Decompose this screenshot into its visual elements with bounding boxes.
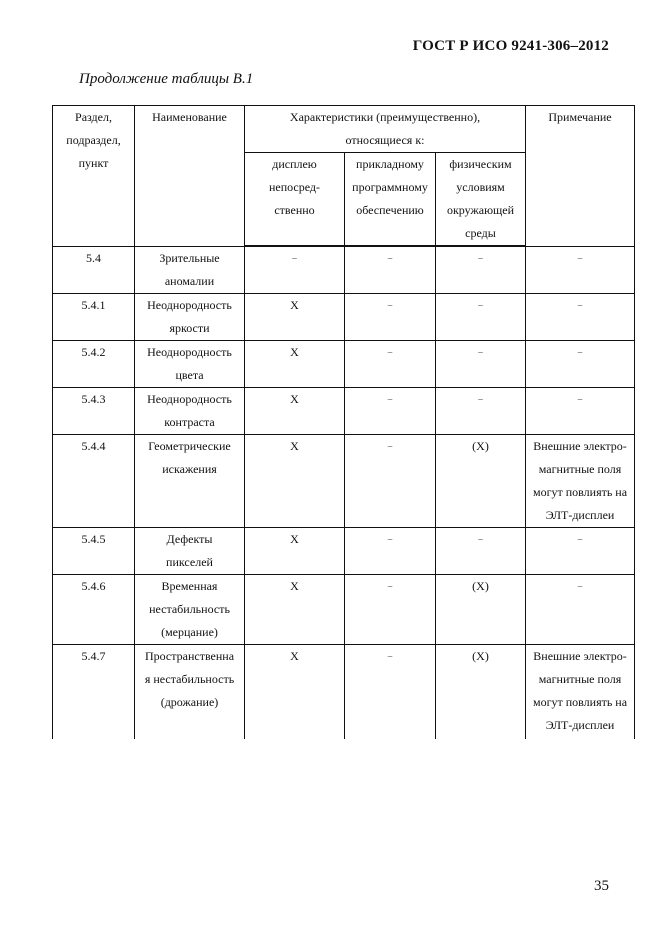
cell-environment: (X) — [436, 434, 526, 527]
cell-section: 5.4.2 — [53, 340, 135, 387]
table-row — [53, 293, 635, 340]
cell-display: X — [245, 340, 345, 387]
table-row — [53, 340, 635, 387]
cell-note: – — [526, 387, 635, 434]
cell-note: – — [526, 293, 635, 340]
cell-name: Неоднородность яркости — [135, 293, 245, 340]
cell-environment: (X) — [436, 644, 526, 739]
cell-name: Пространственна я нестабильность (дрожание) — [135, 644, 245, 739]
header-note: Примечание — [526, 106, 635, 247]
header-section: Раздел, подраздел, пункт — [53, 106, 135, 247]
cell-display: X — [245, 574, 345, 644]
cell-name: Геометрические искажения — [135, 434, 245, 527]
cell-note: – — [526, 246, 635, 293]
table-row — [53, 574, 635, 644]
cell-section: 5.4.3 — [53, 387, 135, 434]
cell-software: – — [345, 246, 436, 293]
cell-name: Дефекты пикселей — [135, 527, 245, 574]
cell-name: Зрительные аномалии — [135, 246, 245, 293]
cell-name: Неоднородность контраста — [135, 387, 245, 434]
header-name: Наименование — [135, 106, 245, 247]
cell-display: X — [245, 434, 345, 527]
cell-note: – — [526, 574, 635, 644]
characteristics-table — [52, 105, 635, 739]
cell-software: – — [345, 527, 436, 574]
cell-software: – — [345, 293, 436, 340]
cell-section: 5.4.4 — [53, 434, 135, 527]
header-characteristics: Характеристики (преимущественно), относящиеся к: — [245, 106, 526, 153]
cell-section: 5.4.6 — [53, 574, 135, 644]
standard-code: ГОСТ Р ИСО 9241-306–2012 — [412, 38, 609, 54]
cell-environment: – — [436, 527, 526, 574]
cell-name: Временная нестабильность (мерцание) — [135, 574, 245, 644]
cell-display: X — [245, 387, 345, 434]
cell-display: X — [245, 644, 345, 739]
cell-note: Внешние электро- магнитные поля могут повлиять на ЭЛТ-дисплеи — [526, 644, 635, 739]
cell-note: – — [526, 340, 635, 387]
table-row — [53, 387, 635, 434]
cell-section: 5.4.7 — [53, 644, 135, 739]
table-caption: Продолжение таблицы В.1 — [79, 71, 254, 87]
page-number: 35 — [594, 878, 609, 894]
cell-software: – — [345, 644, 436, 739]
cell-software: – — [345, 574, 436, 644]
cell-name: Неоднородность цвета — [135, 340, 245, 387]
cell-section: 5.4.5 — [53, 527, 135, 574]
table-row — [53, 527, 635, 574]
cell-note: Внешние электро- магнитные поля могут повлиять на ЭЛТ-дисплеи — [526, 434, 635, 527]
table-row — [53, 644, 635, 739]
cell-environment: – — [436, 387, 526, 434]
subheader-software: прикладному программному обеспечению — [345, 153, 436, 247]
subheader-display: дисплею непосред- ственно — [245, 153, 345, 247]
cell-display: X — [245, 293, 345, 340]
cell-section: 5.4 — [53, 246, 135, 293]
cell-environment: – — [436, 293, 526, 340]
cell-display: X — [245, 527, 345, 574]
table-row — [53, 246, 635, 293]
cell-display: – — [245, 246, 345, 293]
cell-section: 5.4.1 — [53, 293, 135, 340]
cell-environment: – — [436, 246, 526, 293]
cell-note: – — [526, 527, 635, 574]
cell-environment: – — [436, 340, 526, 387]
subheader-environment: физическим условиям окружающей среды — [436, 153, 526, 247]
cell-software: – — [345, 340, 436, 387]
cell-software: – — [345, 434, 436, 527]
cell-environment: (X) — [436, 574, 526, 644]
cell-software: – — [345, 387, 436, 434]
table-row — [53, 434, 635, 527]
